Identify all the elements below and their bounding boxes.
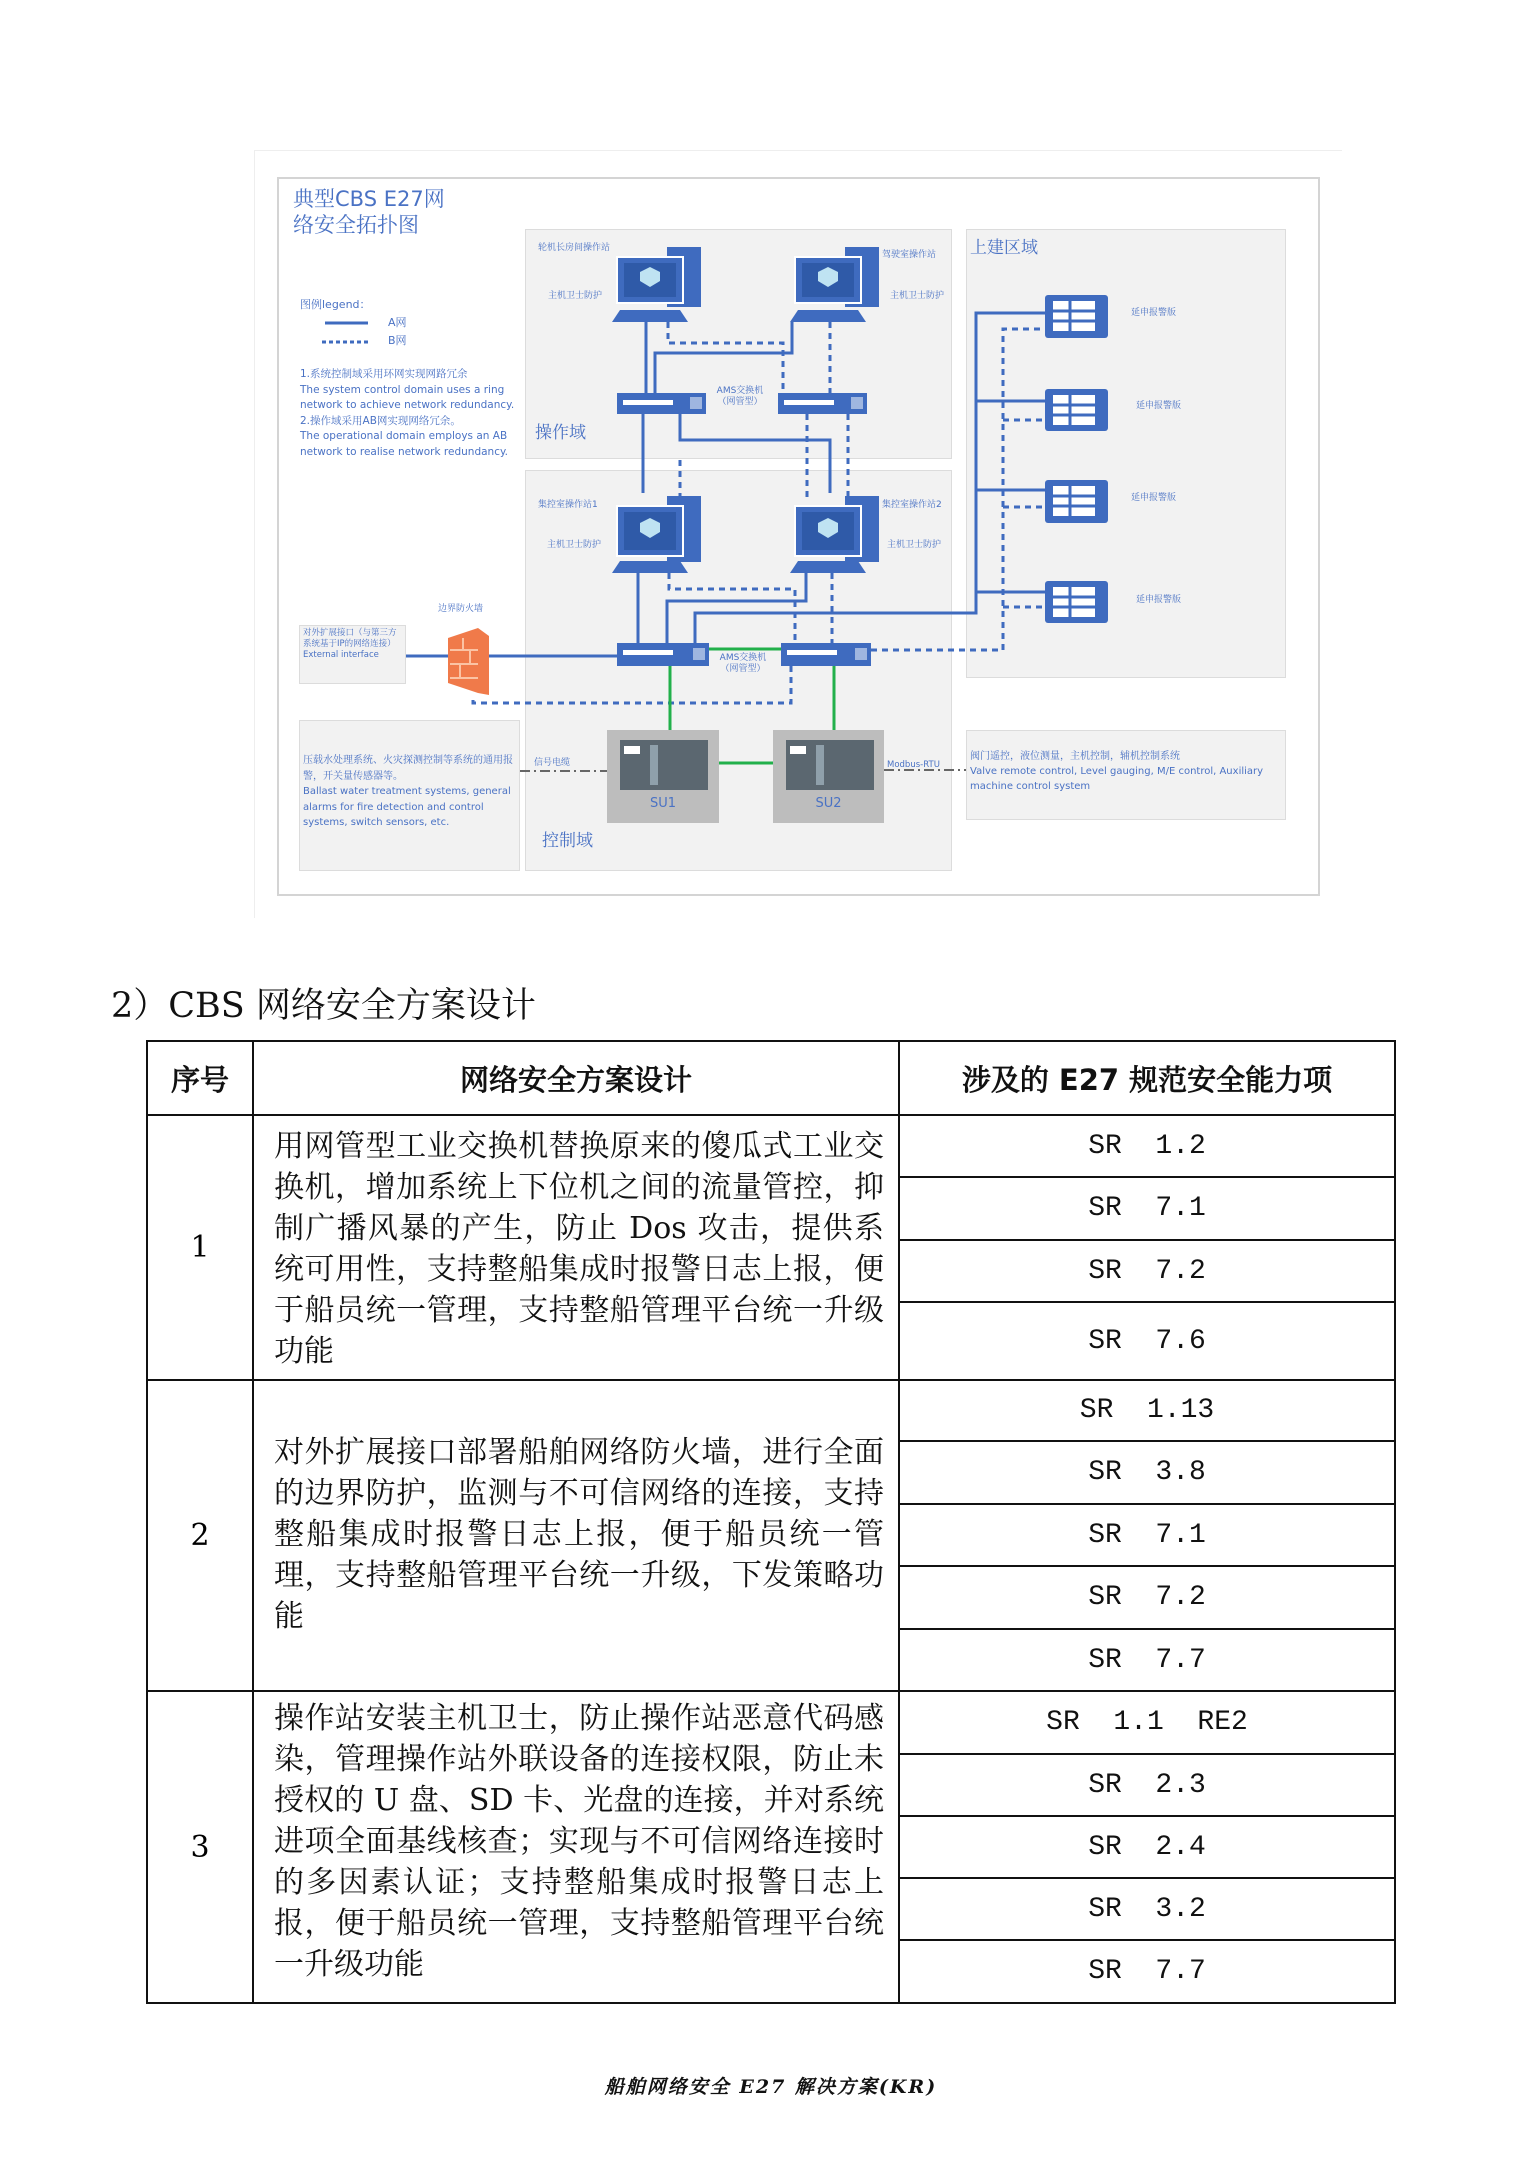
firewall-label: 边界防火墙 <box>438 604 484 614</box>
switch-icon <box>778 393 867 414</box>
note2-en: The operational domain employs an AB network to realise network redundancy. <box>300 430 509 458</box>
host-guard-label: 主机卫士防护 <box>886 540 941 550</box>
row2-no: 2 <box>146 1379 254 1692</box>
a-link <box>655 322 792 394</box>
row3-item: SR 2.4 <box>898 1815 1396 1879</box>
row2-item: SR 7.1 <box>898 1503 1396 1567</box>
row2-item: SR 3.8 <box>898 1440 1396 1505</box>
valve-en: Valve remote control, Level gauging, M/E control, Auxiliary machine control system <box>970 766 1264 792</box>
b-link <box>669 573 795 643</box>
alarm-panel-label: 延申报警版 <box>1136 401 1182 411</box>
ballast-text <box>303 753 515 831</box>
switch-icon <box>617 643 709 666</box>
b-link <box>668 322 783 394</box>
ext-if-cn: 对外扩展接口（与第三方系统基于IP的网络连接） <box>303 628 397 649</box>
su1-label: SU1 <box>649 796 677 811</box>
ops-domain-label: 操作域 <box>535 423 586 443</box>
row1-item: SR 7.2 <box>898 1239 1396 1303</box>
modbus-label: Modbus-RTU <box>887 760 940 770</box>
row3-item: SR 3.2 <box>898 1877 1396 1941</box>
station-bridge-label: 驾驶室操作站 <box>882 250 937 260</box>
switch-icon <box>781 643 871 666</box>
ams-switch-label: AMS交换机（网管型） <box>719 653 767 675</box>
alarm-panel-label: 延申报警版 <box>1131 308 1177 318</box>
ams-switch-label: AMS交换机（网管型） <box>716 386 764 408</box>
diagram-notes <box>300 367 515 460</box>
host-guard-label: 主机卫士防护 <box>889 291 944 301</box>
alarm-panel-label: 延申报警版 <box>1131 493 1177 503</box>
a-link <box>667 573 806 643</box>
row1-item: SR 7.6 <box>898 1301 1396 1381</box>
alarm-panel-icon <box>1045 295 1108 338</box>
row2-item: SR 1.13 <box>898 1379 1396 1442</box>
su2-label: SU2 <box>815 796 842 811</box>
workstation-icon <box>612 496 701 573</box>
external-interface-text <box>303 628 403 661</box>
alarm-panel-label: 延申报警版 <box>1136 595 1182 605</box>
workstation-icon <box>612 247 701 322</box>
alarm-panel-icon <box>1045 389 1108 431</box>
row3-design: 操作站安装主机卫士，防止操作站恶意代码感染，管理操作站外联设备的连接权限，防止未授权的 U 盘、SD 卡、光盘的连接，并对系统进项全面基线核查；实现与不可信网络连接时的多因素认证；支持整船集成时报警日志上报，便于船员统一管理，支持整船管理平台统一升级功能 <box>252 1690 900 2004</box>
row3-item: SR 1.1 RE2 <box>898 1690 1396 1755</box>
station-ccr2-label: 集控室操作站2 <box>882 500 942 510</box>
header-items: 涉及的 E27 规范安全能力项 <box>898 1040 1396 1116</box>
diagram-title <box>293 186 445 239</box>
row2-item: SR 7.2 <box>898 1565 1396 1630</box>
ext-if-en: External interface <box>303 650 379 660</box>
header-design: 网络安全方案设计 <box>252 1040 900 1116</box>
row1-design: 用网管型工业交换机替换原来的傻瓜式工业交换机，增加系统上下位机之间的流量管控，抑制广播风暴的产生，防止 Dos 攻击，提供系统可用性，支持整船集成时报警日志上报，便于船员统一管理，支持整船管理平台统一升级功能 <box>252 1114 900 1381</box>
note1-en: The system control domain uses a ring network to achieve network redundancy. <box>300 383 515 411</box>
diagram-title-line2: 络安全拓扑图 <box>293 213 419 238</box>
workstation-icon <box>790 496 879 573</box>
switch-icon <box>617 393 706 414</box>
station-ccr1-label: 集控室操作站1 <box>538 500 598 510</box>
firewall-icon <box>448 628 489 695</box>
workstation-icon <box>790 247 879 322</box>
legend-b-label: B网 <box>388 334 407 347</box>
building-area-label: 上建区域 <box>970 238 1038 258</box>
row1-no: 1 <box>146 1114 254 1381</box>
valve-text <box>970 749 1270 794</box>
row3-item: SR 7.7 <box>898 1939 1396 2004</box>
header-no: 序号 <box>146 1040 254 1116</box>
row3-no: 3 <box>146 1690 254 2004</box>
host-guard-label: 主机卫士防护 <box>547 291 602 301</box>
alarm-panel-icon <box>1045 581 1108 623</box>
station-engine-room-label: 轮机长房间操作站 <box>538 243 611 253</box>
signal-cable-label: 信号电缆 <box>534 758 571 768</box>
valve-cn: 阀门遥控，液位测量，主机控制，辅机控制系统 <box>970 751 1180 762</box>
ballast-cn: 压载水处理系统、火灾探测控制等系统的通用报警，开关量传感器等。 <box>303 755 513 782</box>
section-title: 2）CBS 网络安全方案设计 <box>111 986 536 1026</box>
row1-item: SR 1.2 <box>898 1114 1396 1178</box>
note1-cn: 1.系统控制域采用环网实现网路冗余 <box>300 368 468 380</box>
legend-a-label: A网 <box>388 316 407 329</box>
ballast-en: Ballast water treatment systems, general alarms for fire detection and control systems, switch sensors, etc. <box>303 786 511 828</box>
legend-title: 图例legend： <box>300 298 371 311</box>
topology-lines <box>0 0 1530 930</box>
row2-design: 对外扩展接口部署船舶网络防火墙，进行全面的边界防护，监测与不可信网络的连接，支持整船集成时报警日志上报，便于船员统一管理，支持整船管理平台统一升级，下发策略功能 <box>252 1379 900 1692</box>
host-guard-label: 主机卫士防护 <box>546 540 601 550</box>
note2-cn: 2.操作域采用AB网实现网络冗余。 <box>300 414 461 427</box>
page-footer: 船舶网络安全 E27 解决方案(KR) <box>604 2076 938 2098</box>
diagram-title-line1: 典型CBS E27网 <box>293 187 445 211</box>
alarm-panel-icons <box>1045 295 1108 623</box>
row3-item: SR 2.3 <box>898 1753 1396 1817</box>
control-domain-label: 控制域 <box>542 831 593 851</box>
alarm-panel-icon <box>1045 480 1108 523</box>
row1-item: SR 7.1 <box>898 1176 1396 1241</box>
row2-item: SR 7.7 <box>898 1628 1396 1692</box>
